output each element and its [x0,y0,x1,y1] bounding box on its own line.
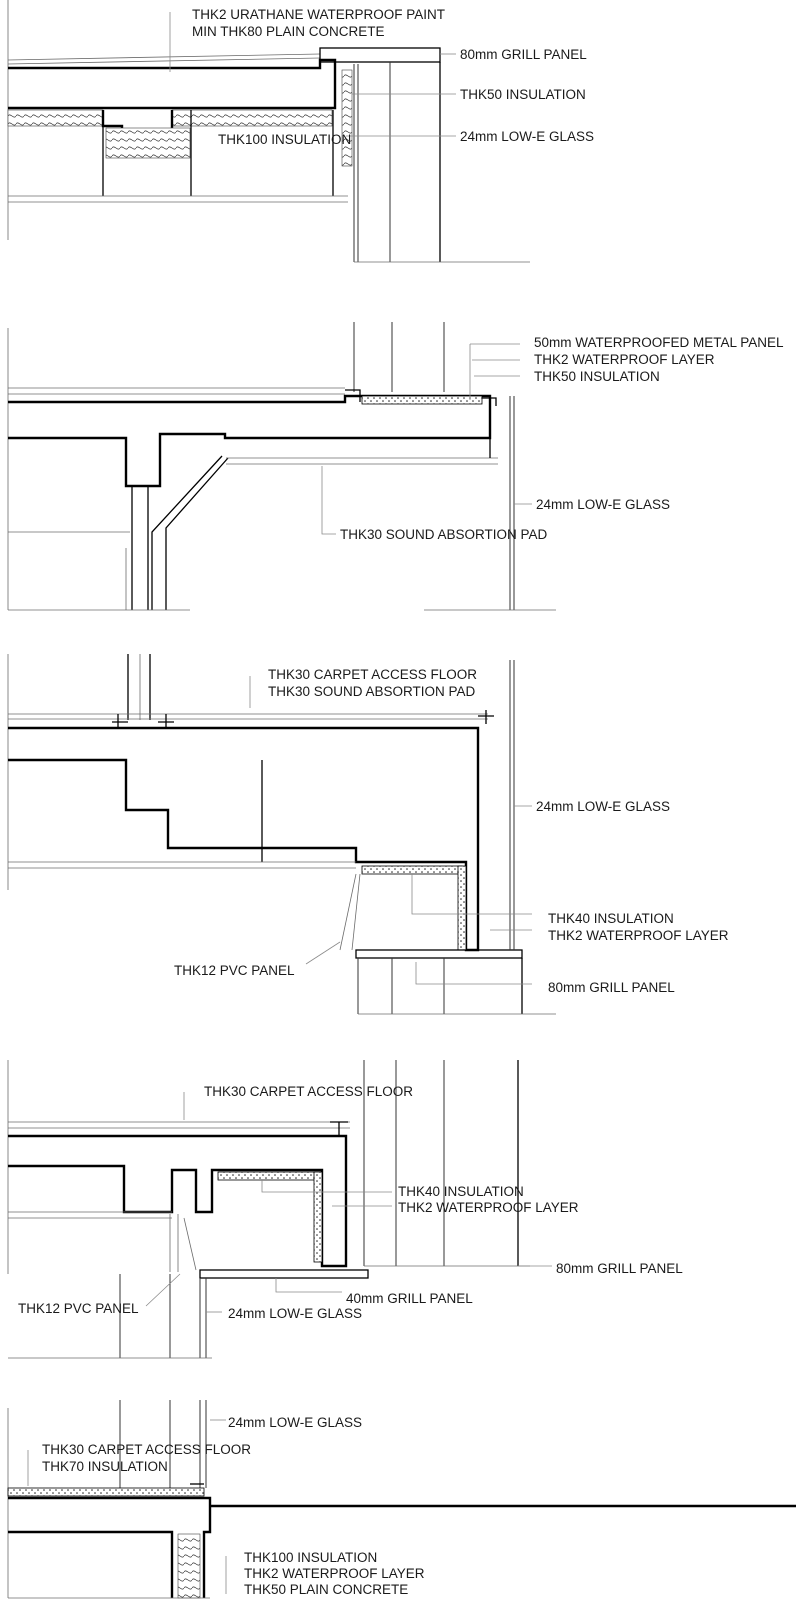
label-s5-low-e-glass: 24mm LOW-E GLASS [228,1415,363,1430]
label-s4-insulation-40: THK40 INSULATION [398,1184,524,1199]
label-s4-grill-panel-80: 80mm GRILL PANEL [556,1261,683,1276]
label-s4-grill-panel-40: 40mm GRILL PANEL [346,1291,473,1306]
label-s1-insulation-50: THK50 INSULATION [460,87,586,102]
label-s1-low-e-glass: 24mm LOW-E GLASS [460,129,595,144]
label-s5-insulation-100: THK100 INSULATION [244,1550,378,1565]
section-upper-slab-edge [8,322,556,610]
label-s2-sound-pad: THK30 SOUND ABSORTION PAD [340,527,548,542]
section-access-floor-edge [8,654,556,1014]
label-s1-waterproof-paint: THK2 URATHANE WATERPROOF PAINT [192,7,446,22]
label-s3-waterproof-layer: THK2 WATERPROOF LAYER [548,928,729,943]
label-s3-insulation-40: THK40 INSULATION [548,911,674,926]
label-s5-plain-concrete: THK50 PLAIN CONCRETE [244,1582,409,1597]
label-s5-carpet-floor: THK30 CARPET ACCESS FLOOR [42,1442,252,1457]
label-s1-plain-concrete: MIN THK80 PLAIN CONCRETE [192,24,385,39]
label-s3-sound-pad: THK30 SOUND ABSORTION PAD [268,684,476,699]
label-s5-insulation-70: THK70 INSULATION [42,1459,168,1474]
section-roof-edge [8,0,530,262]
label-s4-low-e-glass: 24mm LOW-E GLASS [228,1306,363,1321]
label-s3-low-e-glass: 24mm LOW-E GLASS [536,799,671,814]
label-s1-insulation-100: THK100 INSULATION [218,132,352,147]
label-s2-insulation-50: THK50 INSULATION [534,369,660,384]
label-s3-carpet-floor: THK30 CARPET ACCESS FLOOR [268,667,478,682]
label-s4-waterproof-layer: THK2 WATERPROOF LAYER [398,1200,579,1215]
label-s4-carpet-floor: THK30 CARPET ACCESS FLOOR [204,1084,414,1099]
annotation-labels [18,7,784,1597]
label-s2-low-e-glass: 24mm LOW-E GLASS [536,497,671,512]
label-s1-grill-panel: 80mm GRILL PANEL [460,47,587,62]
label-s4-pvc-panel: THK12 PVC PANEL [18,1301,139,1316]
label-s5-waterproof-layer: THK2 WATERPROOF LAYER [244,1566,425,1581]
label-s2-waterproof-layer: THK2 WATERPROOF LAYER [534,352,715,367]
label-s2-metal-panel: 50mm WATERPROOFED METAL PANEL [534,335,784,350]
label-s3-pvc-panel: THK12 PVC PANEL [174,963,295,978]
label-s3-grill-panel: 80mm GRILL PANEL [548,980,675,995]
